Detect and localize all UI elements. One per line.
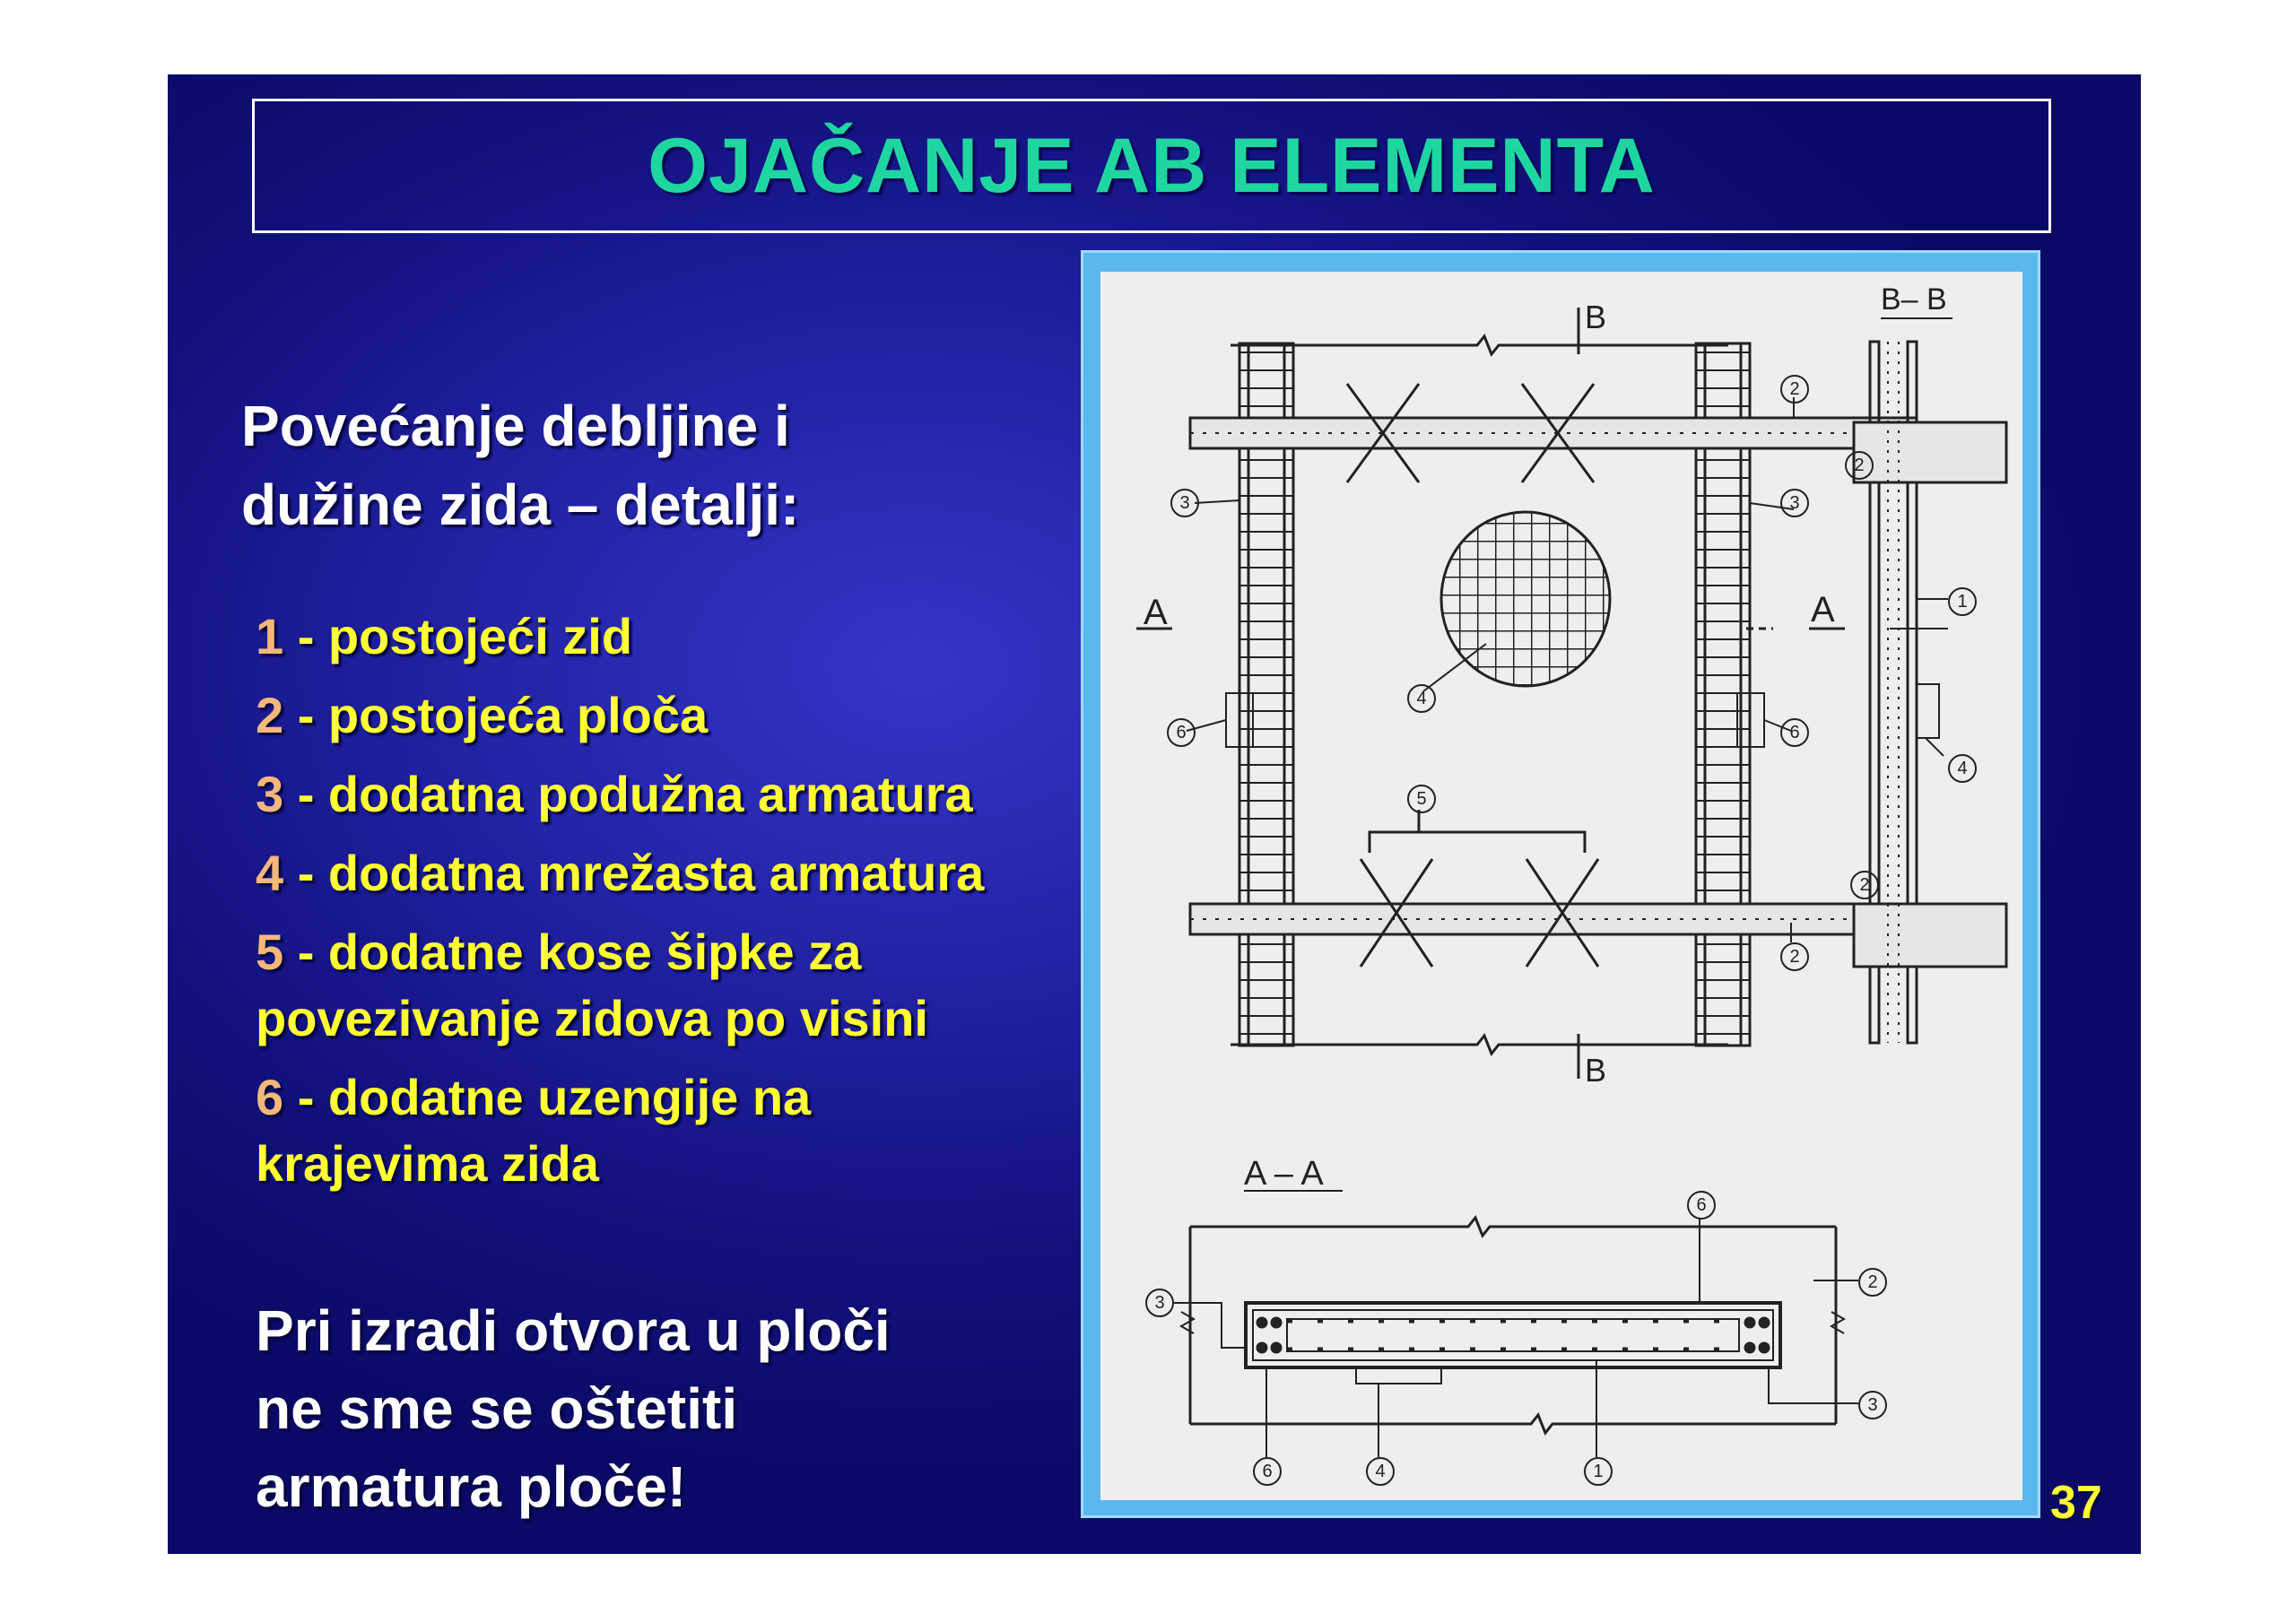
legend-number: 5: [256, 924, 284, 980]
legend-text: - postojeća ploča: [297, 687, 709, 743]
callout-5: 5: [1407, 785, 1436, 813]
legend-text: - postojeći zid: [297, 608, 633, 664]
legend-text: krajevima zida: [256, 1135, 599, 1192]
legend-number: 1: [256, 608, 284, 664]
callout-1: 1: [1948, 587, 1977, 616]
legend-list: [256, 603, 1152, 1210]
legend-text: - dodatne uzengije na: [297, 1069, 812, 1125]
callout-6: 6: [1780, 718, 1809, 747]
callout-4: 4: [1948, 754, 1977, 783]
technical-drawing: [1100, 272, 2022, 1500]
section-bb: [1854, 318, 2006, 1043]
legend-number: 3: [256, 766, 284, 822]
callout-6: 6: [1253, 1457, 1282, 1486]
section-b-bottom-label: B: [1585, 1052, 1607, 1089]
legend-item-6: [256, 1064, 1152, 1197]
page-number: 37: [2050, 1477, 2102, 1529]
callout-1: 1: [1584, 1457, 1613, 1486]
callout-3: 3: [1780, 489, 1809, 517]
legend-item-1: [256, 603, 1152, 670]
section-b-top-label: B: [1585, 299, 1607, 335]
note-line: ne sme se oštetiti: [256, 1376, 738, 1441]
legend-item-3: [256, 761, 1152, 828]
legend-number: 2: [256, 687, 284, 743]
legend-text: - dodatna podužna armatura: [297, 766, 973, 822]
heading-line: dužine zida – detalji:: [241, 473, 800, 537]
section-aa: [1172, 1191, 1858, 1457]
warning-note: [256, 1292, 1063, 1526]
legend-item-5: [256, 919, 1152, 1052]
legend-item-4: [256, 840, 1152, 907]
callout-6: 6: [1167, 718, 1196, 747]
drawing-svg: [1100, 272, 2022, 1500]
callout-3: 3: [1858, 1391, 1887, 1419]
heading-line: Povećanje debljine i: [241, 394, 790, 458]
note-line: armatura ploče!: [256, 1454, 687, 1519]
legend-text: - dodatna mrežasta armatura: [297, 845, 985, 901]
callout-3: 3: [1145, 1289, 1174, 1317]
legend-number: 4: [256, 845, 284, 901]
callout-6: 6: [1687, 1191, 1716, 1219]
slide-title: OJAČANJE AB ELEMENTA: [648, 122, 1656, 209]
legend-text: - dodatne kose šipke za: [297, 924, 862, 980]
legend-number: 6: [256, 1069, 284, 1125]
note-line: Pri izradi otvora u ploči: [256, 1298, 891, 1363]
title-box: [252, 99, 2051, 233]
callout-2: 2: [1780, 942, 1809, 971]
section-a-left-label: A: [1144, 593, 1168, 632]
callout-2: 2: [1780, 375, 1809, 404]
callout-3: 3: [1170, 489, 1199, 517]
legend-item-2: [256, 682, 1152, 749]
callout-2: 2: [1845, 451, 1874, 480]
slide: [168, 74, 2141, 1554]
callout-2: 2: [1850, 871, 1879, 899]
section-aa-title: A – A: [1244, 1155, 1324, 1193]
heading: [241, 386, 1048, 544]
callout-4: 4: [1366, 1457, 1395, 1486]
section-bb-title: B– B: [1881, 282, 1947, 317]
callout-2: 2: [1858, 1268, 1887, 1297]
section-a-right-label: A: [1811, 590, 1835, 629]
callout-4: 4: [1407, 684, 1436, 713]
legend-text: povezivanje zidova po visini: [256, 990, 928, 1046]
